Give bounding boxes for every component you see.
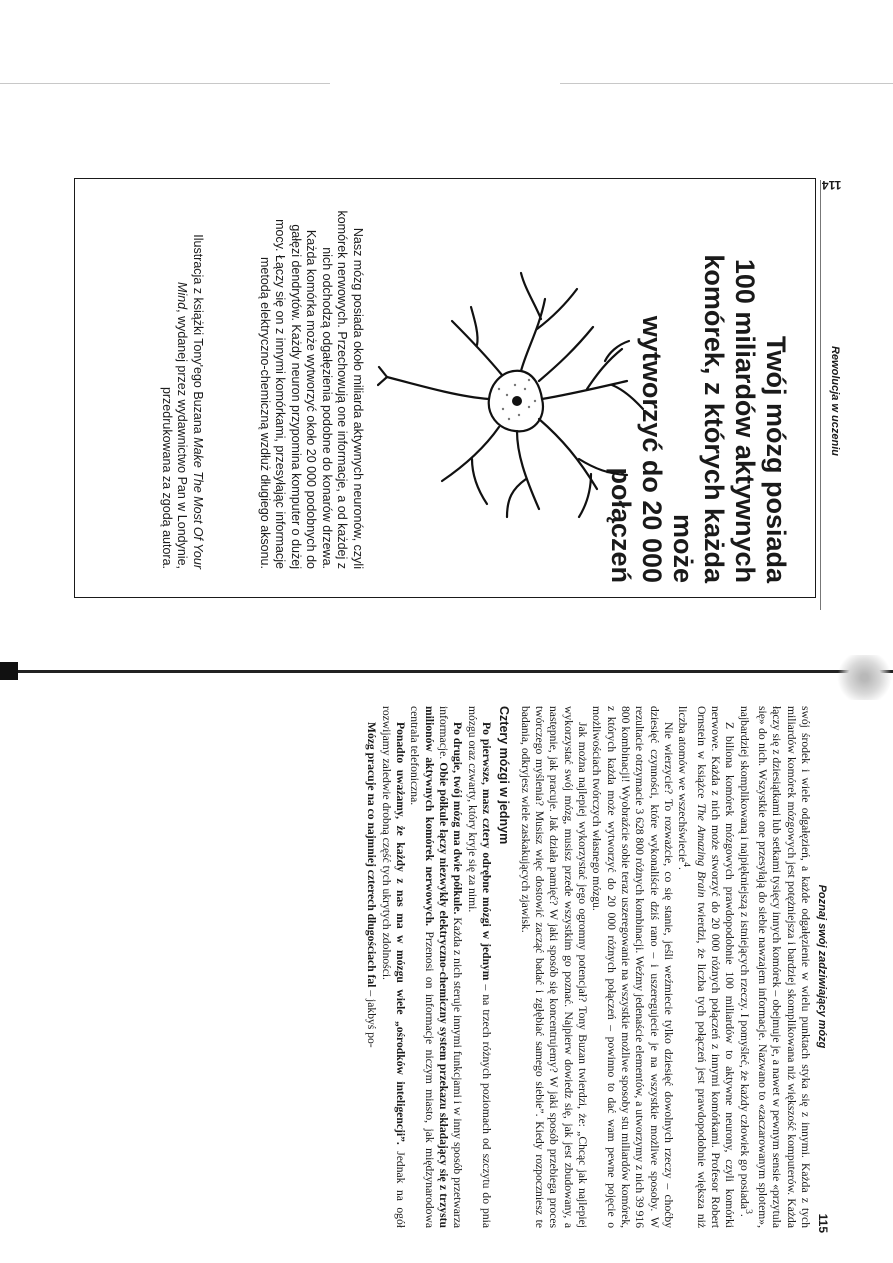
divider-mark [0,662,18,680]
running-header-top: Rewolucja w uczeniu [829,345,841,457]
page-number-bottom: 115 [816,1213,830,1233]
box-title: Twój mózg posiada 100 miliardów aktywnych komórek, z których każda może wytworzyć do 20 000 połączeń [606,254,791,583]
body-text [364,706,812,1228]
page-divider [0,670,893,673]
page-number-top: 114 [822,178,842,192]
box-caption: Nasz mózg posiada około miliarda aktywnych neuronów, czyli komórek nerwowych. Przechowują one informacje, a od każdej z nich odchodzą odgałęzienia podobne do konarów drzewa. Każda komórka może wytworzyć około 20 000 podobnych do gałęzi dendrytów. Każdy neuron przypomina komputer o dużej mocy. Łączy się on z innymi komórkami, przesyłając informacje metodą elektryczno-chemiczną wzdłuż długiego aksonu. [258,210,365,569]
illustration-box-content [75,179,817,599]
neuron-illustration [377,249,657,529]
scan-line-right [560,83,893,84]
running-header-bottom [810,700,830,1233]
paragraph-6: Po drugie, twój mózg ma dwie półkule. Każda z nich steruje innymi funkcjami i w inny sposób przetwarza informacje. Obie półkule łączy niezwykły elektryczno-chemiczny system przekazu składający się z trzystu milionów aktywnych komórek nerwowych. Przenosi on informacje niczym miasto, jak międzynarodowa centrala telefoniczna. [408,706,465,1228]
paragraph-2: Z biliona komórek mózgowych prawdopodobnie 100 miliardów to aktywne neurony, czyli komórki nerwowe. Każda z nich może stworzyć do 20 000 różnych połączeń z innymi komórkami. Profesor Robert Ornstein w książce The Amazing Brain twierdzi, że liczba tych połączeń jest prawdopodobnie większa niż liczba atomów we wszechświecie$^4$. [676,706,737,1228]
paragraph-3: Nie wierzycie? To rozważcie, co się stanie, jeśli weźmiecie tylko dziesięć dowolnych rzeczy – choćby dziesięć czynności, które wykonaliście dziś rano – i uszeregujecie je na wszystkie możliwe sposoby. W rezultacie otrzymacie 3 628 800 różnych kombinacji. Weźmy jedenaście elementów, a utworzymy z nich 39 916 800 kombinacji! Wyobraźcie sobie teraz uszeregowanie na wszystkie możliwe sposoby stu miliardów komórek, z których każda może wytworzyć do 20 000 różnych połączeń – powinno to dać wam pewne pojęcie o możliwościach twórczych własnego mózgu. [590,706,676,1228]
box-credit: Ilustracja z książki Tony'ego Buzana Make The Most Of Your Mind, wydanej przez wydawnictwo Pan w Londynie, przedrukowana za zgodą autora. [160,234,205,569]
header-rule-top [820,180,821,610]
paragraph-5: Po pierwsze, masz cztery odrębne mózgi w jednym – na trzech różnych poziomach od szczytu do pnia mózgu oraz czwarty, który kryje się za nimi. [465,706,494,1228]
running-header-text: Poznaj swój zadziwiający mózg [816,884,828,1049]
paragraph-8: Mózg pracuje na co najmniej czterech długościach fal – jakbyś po- [365,722,379,1048]
illustration-box [74,178,816,598]
section-heading: Cztery mózgi w jednym [497,706,512,845]
paragraph-4: Jak można najlepiej wykorzystać jego ogromny potencjał? Tony Buzan twierdzi, że: „Chcąc jak najlepiej wykorzystać swój mózg, musisz przede wszystkim go poznać. Najpierw dowiedz się, jak jest zbudowany, a następnie, jak pracuje. Jak działa pamięć? W jaki sposób się koncentrujemy? W jaki sposób przebiega proces twórczego myślenia? Musisz więc dostowić zacząć badać i zgłębiać samego siebie”. Kiedy rozpoczniesz te badania, odkryjesz wiele zaskakujących zjawisk. [518,706,590,1228]
paragraph-7: Ponadto uważamy, że każdy z nas ma w mózgu wiele „ośrodków inteligencji”. Jednak na ogół rozwijamy zaledwie drobną część tych ukrytych zdolności. [379,706,407,1228]
scan-smudge [836,655,893,700]
paragraph-1: swój środek i wiele odgałęzień, a każde odgałęzienie w wielu punktach styka się z innymi. Każda z tych miliardów komórek mózgowych jest potężniejsza i bardziej skomplikowana niż większość komputerów. Każda łączy się z dziesiątkami lub setkami tysięcy innych komórek – obejmuje je, a nawet w pewnym sensie «przytula się» do nich. Wszystkie one przesyłają do siebie nawzajem informacje. Nazwano to «zaczarowanym splotem», najbardziej skomplikowaną i najpiękniejszą z istniejących rzeczy. I pomyśleć, że każdy człowiek go posiada$^3$. [737,706,812,1228]
page-115 [30,700,830,1233]
scan-line-left [0,83,330,84]
